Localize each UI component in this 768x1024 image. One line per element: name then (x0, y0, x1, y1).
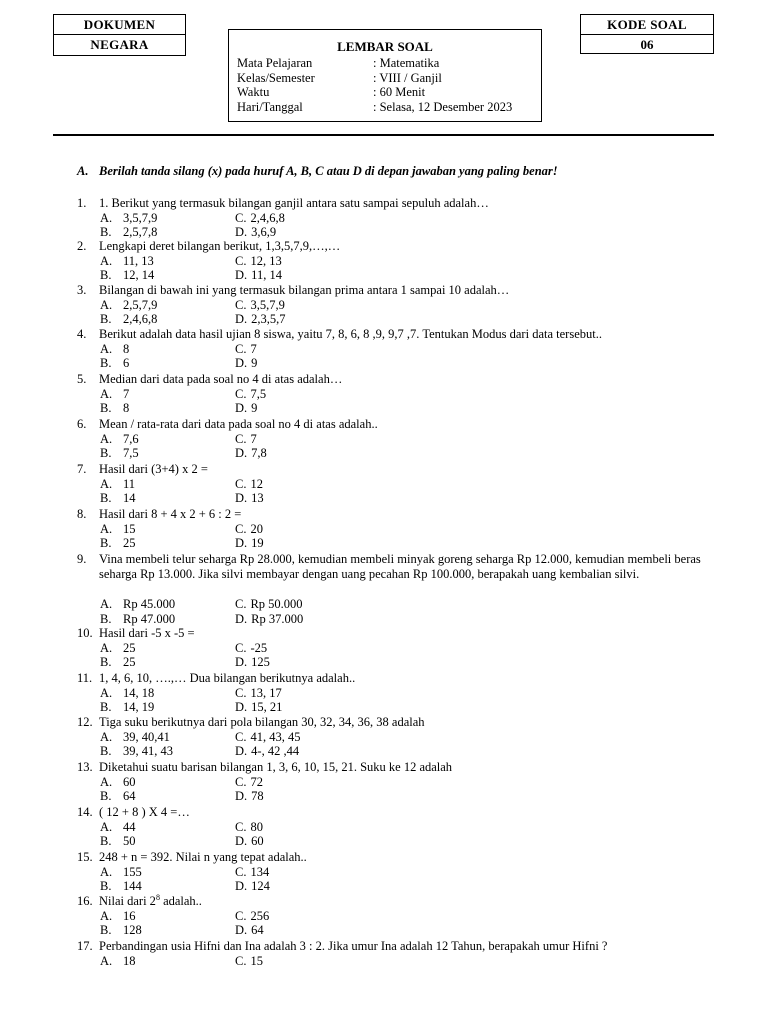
answer-option (235, 356, 257, 371)
option-letter: A. (100, 477, 113, 491)
answer-option (100, 491, 136, 506)
answer-option (100, 954, 136, 969)
option-letter: A. (100, 686, 113, 700)
option-text: 256 (250, 909, 270, 923)
question-text: Hasil dari 8 + 4 x 2 + 6 : 2 = (99, 507, 242, 521)
answer-option (235, 387, 266, 402)
option-text: 9 (251, 401, 258, 415)
answer-option (100, 268, 154, 283)
answer-option (100, 789, 136, 804)
option-letter: A. (100, 342, 113, 356)
answer-option (235, 954, 263, 969)
option-text: 64 (123, 789, 136, 803)
answer-option (100, 387, 129, 402)
option-letter: A. (100, 211, 113, 225)
option-letter: D. (235, 446, 248, 460)
option-letter: A. (100, 597, 113, 611)
option-text: 11 (123, 477, 136, 491)
option-text: 7,8 (251, 446, 267, 460)
option-letter: D. (235, 312, 248, 326)
answer-option (100, 834, 136, 849)
question-number: 10. (77, 626, 93, 640)
answer-option (235, 700, 282, 715)
answer-option (100, 612, 175, 627)
info-label: Kelas/Semester (237, 71, 315, 85)
answer-option (235, 612, 303, 627)
exponent: 8 (155, 892, 160, 902)
option-text: 44 (123, 820, 136, 834)
question-text: Perbandingan usia Hifni dan Ina adalah 3 : 2. Jika umur Ina adalah 12 Tahun, berapakah umur Hifni ? (99, 939, 608, 953)
option-letter: C. (235, 909, 247, 923)
option-letter: C. (235, 730, 247, 744)
option-letter: B. (100, 923, 112, 937)
answer-option (100, 865, 142, 880)
option-letter: B. (100, 268, 112, 282)
answer-option (235, 775, 263, 790)
option-text: 12, 14 (123, 268, 155, 282)
option-text: 3,5,7,9 (123, 211, 158, 225)
info-label: Mata Pelajaran (237, 56, 313, 70)
option-letter: B. (100, 700, 112, 714)
option-text: 60 (251, 834, 264, 848)
answer-option (100, 356, 129, 371)
option-letter: C. (235, 254, 247, 268)
option-letter: A. (100, 820, 113, 834)
option-letter: C. (235, 522, 247, 536)
answer-option (235, 432, 257, 447)
option-text: 72 (250, 775, 263, 789)
option-text: 25 (123, 655, 136, 669)
option-letter: B. (100, 834, 112, 848)
answer-option (100, 686, 154, 701)
option-text: 80 (250, 820, 263, 834)
option-letter: A. (100, 298, 113, 312)
question-text: Median dari data pada soal no 4 di atas adalah… (99, 372, 343, 386)
info-value: : VIII / Ganjil (373, 71, 442, 85)
option-letter: C. (235, 686, 247, 700)
info-value: : 60 Menit (373, 85, 426, 99)
question-number: 1. (77, 196, 87, 210)
question-text (99, 894, 707, 909)
answer-option (100, 923, 142, 938)
option-letter: D. (235, 655, 248, 669)
answer-option (235, 686, 282, 701)
sheet-title: LEMBAR SOAL (337, 39, 433, 54)
option-letter: C. (235, 641, 247, 655)
option-letter: B. (100, 312, 112, 326)
answer-option (235, 401, 257, 416)
option-letter: A. (100, 522, 113, 536)
option-letter: C. (235, 298, 247, 312)
option-text: 39, 40,41 (123, 730, 170, 744)
question-text: Lengkapi deret bilangan berikut, 1,3,5,7,9,…,… (99, 239, 341, 253)
answer-option (235, 744, 299, 759)
answer-option (100, 298, 157, 313)
question-number: 14. (77, 805, 93, 819)
option-text: 8 (123, 401, 130, 415)
option-text: 11, 13 (123, 254, 154, 268)
section-instruction (77, 164, 558, 179)
answer-option (100, 641, 136, 656)
option-text: 64 (251, 923, 264, 937)
question-text: Mean / rata-rata dari data pada soal no 4 di atas adalah.. (99, 417, 378, 431)
question-text: Tiga suku berikutnya dari pola bilangan 30, 32, 34, 36, 38 adalah (99, 715, 425, 729)
option-letter: A. (100, 432, 113, 446)
option-letter: B. (100, 655, 112, 669)
answer-option (100, 432, 139, 447)
option-text: 7 (250, 432, 257, 446)
option-text: 12, 13 (250, 254, 282, 268)
option-letter: D. (235, 700, 248, 714)
option-text: 7,5 (250, 387, 267, 401)
option-letter: B. (100, 401, 112, 415)
option-text: 14, 19 (123, 700, 155, 714)
answer-option (100, 211, 157, 226)
option-letter: A. (100, 730, 113, 744)
answer-option (235, 491, 264, 506)
question-number: 12. (77, 715, 93, 729)
answer-option (100, 254, 154, 269)
question-text: Diketahui suatu barisan bilangan 1, 3, 6, 10, 15, 21. Suku ke 12 adalah (99, 760, 453, 774)
info-value: : Matematika (373, 56, 440, 70)
answer-option (235, 641, 267, 656)
option-letter: B. (100, 879, 112, 893)
question-number: 16. (77, 894, 93, 908)
answer-option (100, 775, 136, 790)
info-label: Hari/Tanggal (237, 100, 303, 114)
option-letter: B. (100, 225, 112, 239)
instruction-text: Berilah tanda silang (x) pada huruf A, B, C atau D di depan jawaban yang paling benar! (99, 164, 558, 178)
question-text: ( 12 + 8 ) X 4 =… (99, 805, 190, 819)
option-text: 2,5,7,8 (123, 225, 158, 239)
option-text: 2,4,6,8 (250, 211, 285, 225)
option-letter: D. (235, 268, 248, 282)
option-letter: B. (100, 789, 112, 803)
question-text-part: Nilai dari 2 (99, 894, 156, 908)
question-code-value: 06 (640, 37, 654, 52)
document-classification-box (53, 14, 186, 56)
question-number: 17. (77, 939, 93, 953)
answer-option (235, 909, 269, 924)
question-number: 11. (77, 671, 93, 685)
answer-option (235, 923, 264, 938)
option-letter: D. (235, 834, 248, 848)
answer-option (235, 789, 264, 804)
question-code-label: KODE SOAL (581, 15, 713, 35)
answer-option (100, 879, 142, 894)
answer-option (235, 268, 282, 283)
answer-option (100, 536, 136, 551)
option-letter: B. (100, 536, 112, 550)
option-text: 12 (250, 477, 263, 491)
question-text-part: adalah.. (159, 894, 202, 908)
option-text: 25 (123, 536, 136, 550)
answer-option (100, 700, 154, 715)
option-text: Rp 37.000 (251, 612, 304, 626)
option-letter: A. (100, 954, 113, 968)
answer-option (100, 446, 139, 461)
question-text: Berikut adalah data hasil ujian 8 siswa, yaitu 7, 8, 6, 8 ,9, 9,7 ,7. Tentukan Modus dari data tersebut.. (99, 327, 602, 341)
option-letter: D. (235, 744, 248, 758)
question-number: 15. (77, 850, 93, 864)
question-number: 13. (77, 760, 93, 774)
option-text: 39, 41, 43 (123, 744, 173, 758)
option-text: 13, 17 (250, 686, 282, 700)
option-text: 2,4,6,8 (123, 312, 158, 326)
option-text: 155 (123, 865, 142, 879)
option-text: 14, 18 (123, 686, 155, 700)
header-divider (53, 134, 714, 136)
answer-option (235, 879, 270, 894)
answer-option (235, 536, 264, 551)
option-letter: C. (235, 954, 247, 968)
option-text: 7,5 (123, 446, 139, 460)
answer-option (100, 225, 157, 240)
answer-option (100, 401, 129, 416)
option-text: 15 (123, 522, 136, 536)
answer-option (235, 655, 270, 670)
option-text: 3,5,7,9 (250, 298, 285, 312)
option-letter: D. (235, 401, 248, 415)
answer-option (235, 211, 285, 226)
option-letter: A. (100, 775, 113, 789)
option-letter: D. (235, 491, 248, 505)
answer-option (235, 298, 285, 313)
option-text: 3,6,9 (251, 225, 277, 239)
option-text: 11, 14 (251, 268, 282, 282)
answer-option (235, 834, 264, 849)
answer-option (235, 477, 263, 492)
option-letter: A. (100, 387, 113, 401)
info-label: Waktu (237, 85, 270, 99)
answer-option (100, 477, 135, 492)
question-text: Bilangan di bawah ini yang termasuk bilangan prima antara 1 sampai 10 adalah… (99, 283, 510, 297)
option-text: 7,6 (123, 432, 139, 446)
question-number: 4. (77, 327, 87, 341)
answer-option (100, 730, 170, 745)
option-letter: D. (235, 923, 248, 937)
answer-option (100, 909, 136, 924)
answer-option (235, 312, 286, 327)
option-text: 125 (251, 655, 270, 669)
answer-option (235, 342, 257, 357)
classification-line-2: NEGARA (90, 37, 149, 52)
question-number: 8. (77, 507, 87, 521)
question-number: 5. (77, 372, 87, 386)
option-letter: B. (100, 356, 112, 370)
question-number: 7. (77, 462, 87, 476)
option-letter: D. (235, 225, 248, 239)
option-text: 9 (251, 356, 258, 370)
section-label: A. (77, 164, 89, 178)
option-text: 7 (123, 387, 130, 401)
option-letter: C. (235, 387, 247, 401)
option-letter: A. (100, 641, 113, 655)
answer-option (100, 744, 173, 759)
option-letter: C. (235, 865, 247, 879)
option-letter: A. (100, 909, 113, 923)
option-text: 6 (123, 356, 130, 370)
answer-option (100, 342, 129, 357)
option-letter: B. (100, 491, 112, 505)
classification-line-1: DOKUMEN (54, 15, 185, 35)
question-code-box (580, 14, 714, 54)
answer-option (100, 312, 157, 327)
sheet-info-box (228, 29, 542, 122)
option-letter: C. (235, 211, 247, 225)
question-text: 248 + n = 392. Nilai n yang tepat adalah.. (99, 850, 307, 864)
question-number: 6. (77, 417, 87, 431)
answer-option (235, 820, 263, 835)
option-text: 60 (123, 775, 136, 789)
question-text: 1, 4, 6, 10, ….,… Dua bilangan berikutnya adalah.. (99, 671, 356, 685)
option-text: 2,3,5,7 (251, 312, 286, 326)
question-number: 2. (77, 239, 87, 253)
option-letter: D. (235, 789, 248, 803)
option-letter: A. (100, 254, 113, 268)
option-text: 124 (251, 879, 270, 893)
option-text: -25 (250, 641, 268, 655)
option-text: 14 (123, 491, 136, 505)
option-text: 144 (123, 879, 142, 893)
option-letter: B. (100, 446, 112, 460)
option-text: 16 (123, 909, 136, 923)
question-number: 3. (77, 283, 87, 297)
option-text: 128 (123, 923, 142, 937)
option-letter: D. (235, 612, 248, 626)
answer-option (100, 820, 136, 835)
option-letter: A. (100, 865, 113, 879)
option-text: 7 (250, 342, 257, 356)
answer-option (235, 865, 269, 880)
option-text: Rp 45.000 (123, 597, 176, 611)
answer-option (100, 655, 136, 670)
answer-option (100, 597, 175, 612)
option-text: 19 (251, 536, 264, 550)
option-letter: C. (235, 477, 247, 491)
option-text: 41, 43, 45 (250, 730, 301, 744)
answer-option (235, 522, 263, 537)
answer-option (100, 522, 136, 537)
option-text: 4-, 42 ,44 (251, 744, 300, 758)
option-letter: C. (235, 775, 247, 789)
option-text: 25 (123, 641, 136, 655)
option-text: 15, 21 (251, 700, 283, 714)
option-text: 8 (123, 342, 130, 356)
answer-option (235, 254, 282, 269)
option-text: 78 (251, 789, 264, 803)
question-text: Vina membeli telur seharga Rp 28.000, kemudian membeli minyak goreng seharga Rp 12.000, kemudian membeli beras seharga Rp 13.000. Jika silvi membayar dengan uang pecahan Rp 100.000, berapakah uang kembalian silvi. (99, 552, 701, 581)
option-text: 15 (250, 954, 263, 968)
question-text: Hasil dari (3+4) x 2 = (99, 462, 208, 476)
option-letter: C. (235, 597, 247, 611)
option-letter: B. (100, 744, 112, 758)
option-text: 134 (250, 865, 270, 879)
question-text: Hasil dari -5 x -5 = (99, 626, 195, 640)
option-letter: D. (235, 536, 248, 550)
answer-option (235, 225, 276, 240)
option-letter: B. (100, 612, 112, 626)
question-number: 9. (77, 552, 87, 566)
answer-option (235, 597, 303, 612)
option-text: 20 (250, 522, 263, 536)
info-value: : Selasa, 12 Desember 2023 (373, 100, 513, 114)
option-letter: C. (235, 820, 247, 834)
option-text: 18 (123, 954, 136, 968)
option-letter: D. (235, 356, 248, 370)
answer-option (235, 730, 300, 745)
option-text: Rp 47.000 (123, 612, 176, 626)
option-letter: C. (235, 432, 247, 446)
option-letter: C. (235, 342, 247, 356)
question-text: 1. Berikut yang termasuk bilangan ganjil antara satu sampai sepuluh adalah… (99, 196, 489, 210)
option-text: 13 (251, 491, 264, 505)
option-letter: D. (235, 879, 248, 893)
option-text: Rp 50.000 (250, 597, 303, 611)
option-text: 50 (123, 834, 136, 848)
answer-option (235, 446, 267, 461)
option-text: 2,5,7,9 (123, 298, 158, 312)
